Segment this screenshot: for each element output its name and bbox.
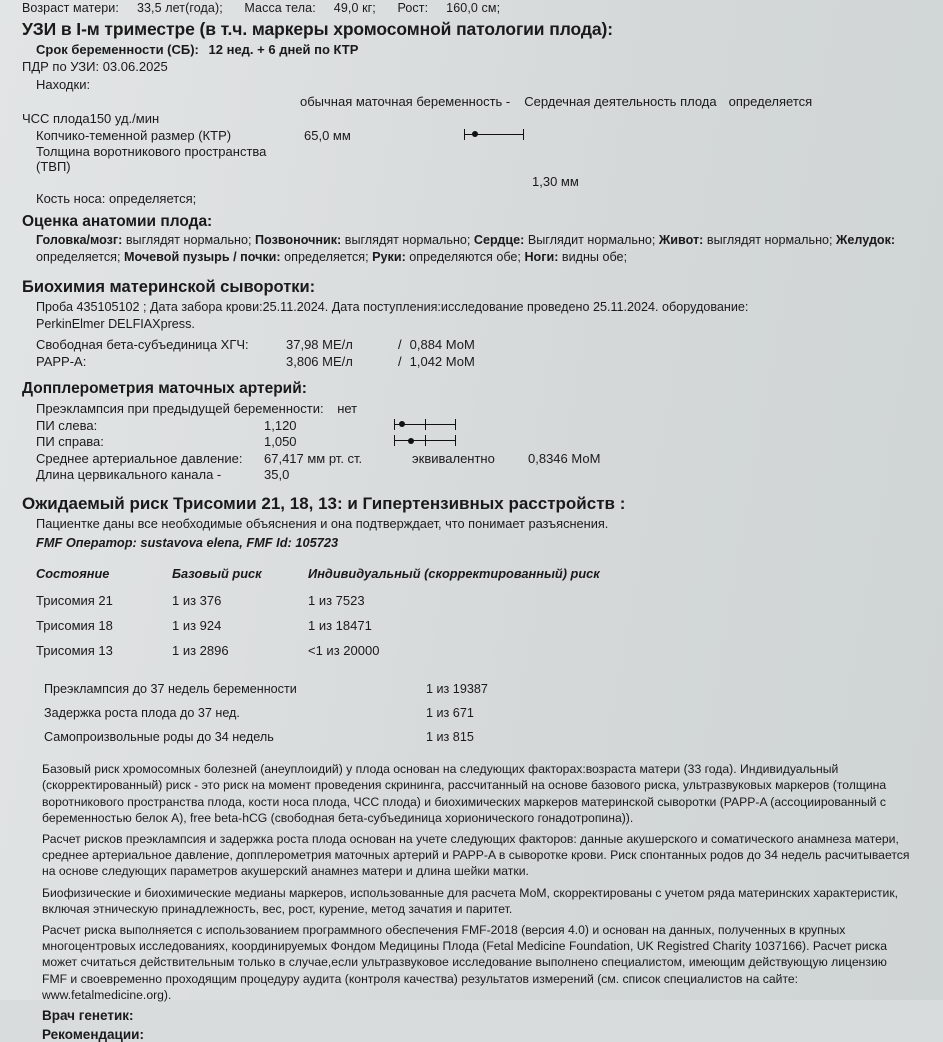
fetal-hr-row <box>22 111 929 127</box>
doppler-section-title: Допплерометрия маточных артерий: <box>22 379 307 397</box>
ktr-row <box>22 128 929 143</box>
pappa-separator: / <box>398 353 402 369</box>
anatomy-item-6-label: Руки: <box>372 249 406 264</box>
note-paragraph-1: Расчет рисков преэклампсия и задержка роста плода основан на учете следующих факторов: данные акушерского и соматического анамнеза матери, среднее артериальное давление, допплерометрия маточных артерий и PAPP-A в сыворотке крови. Риск спонтанных родов до 34 недель расчитывается на основе следующих параметров акушерский анамнез матери и длина шейки матки. <box>42 831 910 879</box>
ktr-value: 65,0 мм <box>304 127 351 143</box>
map-row <box>22 451 929 466</box>
cervix-label: Длина цервикального канала - <box>36 467 222 483</box>
extra-row-2-label: Самопроизвольные роды до 34 недель <box>44 730 274 745</box>
risk-row-0-base: 1 из 376 <box>172 593 222 609</box>
extra-row-1-label: Задержка роста плода до 37 нед. <box>44 706 240 721</box>
recommendations-label: Рекомендации: <box>42 1027 144 1042</box>
prev-preeclampsia-row <box>22 401 929 417</box>
pi-left-label: ПИ слева: <box>36 417 98 433</box>
risk-table-header-row <box>36 566 600 589</box>
risk-row-2-base: 1 из 2896 <box>172 643 229 659</box>
ktr-range-marker <box>464 128 524 140</box>
anatomy-item-4-value: определяется; <box>36 249 121 264</box>
weight-label: Масса тела: <box>244 1 316 15</box>
height-label: Рост: <box>397 1 429 15</box>
extra-row-0-label: Преэклампсия до 37 недель беременности <box>44 682 297 697</box>
risk-row-1-base: 1 из 924 <box>172 618 222 634</box>
anatomy-item-2-value: Выглядит нормально; <box>527 233 656 248</box>
risk-col-base: Базовый риск <box>172 566 262 582</box>
findings-label: Находки: <box>36 76 91 92</box>
extra-row-0-value: 1 из 19387 <box>426 682 488 697</box>
map-value: 67,417 мм рт. ст. <box>264 450 363 466</box>
anatomy-item-5-value: определяется; <box>284 249 369 264</box>
pi-right-row <box>22 434 929 449</box>
tvp-value: 1,30 мм <box>532 173 579 189</box>
table-row <box>36 589 600 614</box>
cervix-row <box>22 467 929 482</box>
anatomy-item-5-label: Мочевой пузырь / почки: <box>124 249 281 264</box>
hcg-separator: / <box>398 337 402 353</box>
nose-bone-row: Кость носа: определяется; <box>36 191 197 207</box>
risk-row-1-condition: Трисомия 18 <box>36 618 113 634</box>
anatomy-item-0-value: выглядят нормально; <box>125 233 252 248</box>
anatomy-item-3-label: Живот: <box>658 233 704 248</box>
hcg-label: Свободная бета-субъединица ХГЧ: <box>36 337 249 353</box>
pappa-row <box>22 354 929 369</box>
additional-risks-table <box>44 678 488 750</box>
note-paragraph-2: Биофизические и биохимические медианы маркеров, использованные для расчета МоМ, скорректированы с учетом ряда материнских характеристик, включая этническую принадлежность, вес, рост, курение, метод зачатия и паритет. <box>42 885 899 916</box>
risk-row-2-condition: Трисомия 13 <box>36 643 113 659</box>
hcg-mom: 0,884 МоМ <box>409 337 475 353</box>
risk-row-1-individual: 1 из 18471 <box>308 618 372 634</box>
list-item <box>44 702 488 726</box>
pi-right-value: 1,050 <box>264 434 297 450</box>
anatomy-item-0-label: Головка/мозг: <box>36 233 123 248</box>
risk-section-title: Ожидаемый риск Трисомии 21, 18, 13: и Гипертензивных расстройств : <box>22 494 626 514</box>
height-value: 160,0 см; <box>446 1 501 15</box>
risk-table <box>36 566 600 664</box>
ktr-label: Копчико-теменной размер (КТР) <box>36 127 232 143</box>
anatomy-item-7-value: видны обе; <box>561 249 628 264</box>
table-row <box>36 639 600 664</box>
findings-row <box>22 94 929 109</box>
fetal-hr-value: 150 уд./мин <box>89 110 160 126</box>
findings-value: обычная маточная беременность - <box>300 94 511 110</box>
cervix-value: 35,0 <box>264 467 290 483</box>
pi-left-range-marker <box>394 418 456 430</box>
anatomy-item-3-value: выглядят нормально; <box>706 233 833 248</box>
pregnancy-term-row <box>22 42 929 58</box>
risk-row-0-condition: Трисомия 21 <box>36 593 113 609</box>
mother-age-label: Возраст матери: <box>22 1 119 15</box>
pregnancy-term-label: Срок беременности (СБ): <box>36 42 199 57</box>
mother-age-value: 33,5 лет(года); <box>136 1 223 15</box>
pappa-mom: 1,042 МоМ <box>409 353 475 369</box>
patient-metrics-row <box>22 0 929 15</box>
list-item <box>44 726 488 750</box>
pi-right-range-marker <box>394 434 456 446</box>
anatomy-item-7-label: Ноги: <box>524 249 559 264</box>
map-equivalent-label: эквивалентно <box>412 450 495 466</box>
tvp-label: Толщина воротникового пространства (ТВП) <box>36 144 267 175</box>
pregnancy-term-value: 12 нед. + 6 дней по КТР <box>208 42 359 57</box>
map-label: Среднее артериальное давление: <box>36 450 243 466</box>
pi-left-value: 1,120 <box>264 417 297 433</box>
hcg-value: 37,98 МЕ/л <box>286 337 353 353</box>
anatomy-item-1-value: выглядят нормально; <box>344 233 471 248</box>
anatomy-section-title: Оценка анатомии плода: <box>22 213 213 231</box>
fetal-hr-label: ЧСС плода <box>22 110 90 126</box>
extra-row-2-value: 1 из 815 <box>426 730 474 745</box>
anatomy-item-1-label: Позвоночник: <box>255 233 342 248</box>
note-paragraph-3: Расчет риска выполняется с использованием программного обеспечения FMF-2018 (версия 4.0) и основан на данных, полученных в крупных многоцентровых исследованиях, координируемых Фондом Медицины Плода (Fetal Medicine Foundation, UK Registred Charity 1037166). Расчет риска может считаться действительным только в случае,если ультразвуковое исследование выполнено специалистом, имеющим действующую лицензию FMF и своевременно проходящим процедуру аудита (контроля качества) результатов измерений (см. список специалистов на сайте: www.fetalmedicine.org). <box>42 923 888 1002</box>
tvp-row <box>22 144 929 174</box>
risk-row-0-individual: 1 из 7523 <box>308 593 365 609</box>
anatomy-item-2-label: Сердце: <box>473 233 525 248</box>
anatomy-item-4-label: Желудок: <box>836 233 896 248</box>
pdr-row: ПДР по УЗИ: 03.06.2025 <box>22 59 168 75</box>
extra-row-1-value: 1 из 671 <box>426 706 474 721</box>
biochem-equipment-line: PerkinElmer DELFIAXpress. <box>36 316 195 331</box>
biochem-sample-line: Проба 435105102 ; Дата забора крови:25.11.2024. Дата поступления:исследование проведено 25.11.2024. оборудование: <box>36 299 749 314</box>
risk-col-condition: Состояние <box>36 566 110 582</box>
pappa-value: 3,806 МЕ/л <box>286 353 353 369</box>
map-mom: 0,8346 МоМ <box>528 450 601 466</box>
heart-activity-label: Сердечная деятельность плода <box>524 94 717 110</box>
prev-preeclampsia-value: нет <box>337 400 358 416</box>
pi-right-label: ПИ справа: <box>36 434 104 450</box>
patient-explanation-note: Пациентке даны все необходимые объяснения и она подтверждает, что понимает разъяснения. <box>36 516 609 532</box>
pappa-label: PAPP-A: <box>36 353 87 369</box>
weight-value: 49,0 кг; <box>333 1 376 15</box>
fmf-operator: FMF Оператор: sustavova elena, FMF Id: 105723 <box>36 535 339 551</box>
prev-preeclampsia-label: Преэклампсия при предыдущей беременности: <box>36 400 324 416</box>
risk-row-2-individual: <1 из 20000 <box>308 643 380 659</box>
pi-left-row <box>22 418 929 433</box>
table-row <box>36 614 600 639</box>
anatomy-list <box>22 232 929 265</box>
biochem-section-title: Биохимия материнской сыворотки: <box>22 277 316 296</box>
methodology-notes <box>22 761 929 1003</box>
hcg-row <box>22 337 929 352</box>
doctor-label: Врач генетик: <box>42 1008 134 1024</box>
ultrasound-section-title: УЗИ в I-м триместре (в т.ч. маркеры хромосомной патологии плода): <box>22 19 613 39</box>
list-item <box>44 678 488 702</box>
risk-col-individual: Индивидуальный (скорректированный) риск <box>308 566 600 582</box>
note-paragraph-0: Базовый риск хромосомных болезней (анеуплоидий) у плода основан на следующих факторах:возраста матери (33 года). Индивидуальный (скорректированный) риск - это риск на момент проведения скрининга, рассчитанный на основе базового риска, ультразвуковых маркеров (толщина воротникового пространства плода, кости носа плода, ЧСС плода) и биохимических маркеров материнской сыворотки (PAPP-A (ассоциированный с беременностью белок А), free beta-hCG (свободная бета-субъединица хорионического гонадотропина)). <box>42 762 887 825</box>
heart-activity-value: определяется <box>728 94 813 110</box>
anatomy-item-6-value: определяются обе; <box>409 249 521 264</box>
